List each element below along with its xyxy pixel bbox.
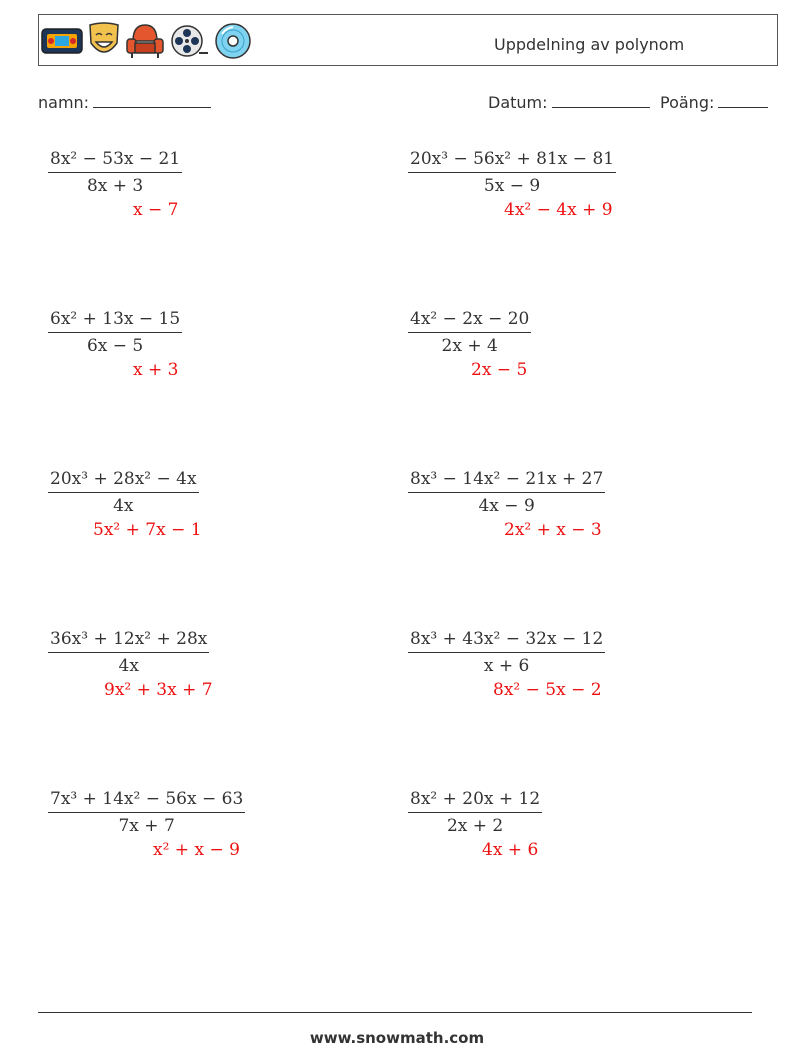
score-label: Poäng: xyxy=(660,93,715,112)
disc-icon xyxy=(213,21,253,61)
denominator: 5x − 9 xyxy=(483,176,541,196)
denominator: 2x + 4 xyxy=(441,336,498,356)
problem-9 xyxy=(48,789,245,836)
answer-10: 4x + 6 xyxy=(482,840,539,860)
answer-8: 8x² − 5x − 2 xyxy=(493,680,602,700)
theater-mask-icon xyxy=(87,21,121,61)
denominator: 4x xyxy=(118,656,139,676)
problem-5 xyxy=(48,469,199,516)
worksheet-title: Uppdelning av polynom xyxy=(494,35,685,54)
denominator: 4x − 9 xyxy=(478,496,535,516)
problem-4 xyxy=(408,309,531,356)
footer-divider xyxy=(38,1012,752,1013)
armchair-icon xyxy=(125,21,165,61)
date-label: Datum: xyxy=(488,93,548,112)
denominator: x + 6 xyxy=(483,656,530,676)
numerator: 20x³ − 56x² + 81x − 81 xyxy=(408,149,616,173)
numerator: 8x² − 53x − 21 xyxy=(48,149,182,173)
score-blank[interactable] xyxy=(718,93,768,108)
problem-10 xyxy=(408,789,542,836)
problem-6 xyxy=(408,469,605,516)
problem-1 xyxy=(48,149,182,196)
problem-7 xyxy=(48,629,209,676)
numerator: 8x² + 20x + 12 xyxy=(408,789,542,813)
numerator: 8x³ − 14x² − 21x + 27 xyxy=(408,469,605,493)
date-blank[interactable] xyxy=(552,93,650,108)
answer-5: 5x² + 7x − 1 xyxy=(93,520,202,540)
header-icons xyxy=(41,19,253,63)
numerator: 7x³ + 14x² − 56x − 63 xyxy=(48,789,245,813)
denominator: 4x xyxy=(113,496,134,516)
date-field[interactable] xyxy=(488,93,650,112)
score-field[interactable] xyxy=(660,93,768,112)
fraction xyxy=(408,629,605,676)
denominator: 8x + 3 xyxy=(86,176,144,196)
problem-2 xyxy=(408,149,616,196)
answer-2: 4x² − 4x + 9 xyxy=(504,200,613,220)
problem-3 xyxy=(48,309,182,356)
fraction xyxy=(408,149,616,196)
footer-url[interactable]: www.snowmath.com xyxy=(309,1029,485,1047)
film-reel-icon xyxy=(169,21,209,61)
answer-3: x + 3 xyxy=(133,360,179,380)
denominator: 6x − 5 xyxy=(86,336,144,356)
answer-9: x² + x − 9 xyxy=(153,840,240,860)
fraction xyxy=(48,629,209,676)
name-label: namn: xyxy=(38,93,90,112)
denominator: 7x + 7 xyxy=(118,816,175,836)
denominator: 2x + 2 xyxy=(446,816,504,836)
numerator: 36x³ + 12x² + 28x xyxy=(48,629,209,653)
name-field[interactable] xyxy=(38,93,211,112)
answer-6: 2x² + x − 3 xyxy=(504,520,602,540)
fraction xyxy=(48,789,245,836)
fraction xyxy=(48,149,182,196)
problem-8 xyxy=(408,629,605,676)
fraction xyxy=(48,469,199,516)
videotape-icon xyxy=(41,26,83,56)
numerator: 20x³ + 28x² − 4x xyxy=(48,469,199,493)
fraction xyxy=(48,309,182,356)
answer-7: 9x² + 3x + 7 xyxy=(104,680,213,700)
answer-1: x − 7 xyxy=(133,200,179,220)
fraction xyxy=(408,309,531,356)
numerator: 4x² − 2x − 20 xyxy=(408,309,531,333)
fraction xyxy=(408,789,542,836)
name-blank[interactable] xyxy=(93,93,211,108)
numerator: 6x² + 13x − 15 xyxy=(48,309,182,333)
fraction xyxy=(408,469,605,516)
answer-4: 2x − 5 xyxy=(471,360,528,380)
worksheet-header xyxy=(38,14,778,66)
numerator: 8x³ + 43x² − 32x − 12 xyxy=(408,629,605,653)
